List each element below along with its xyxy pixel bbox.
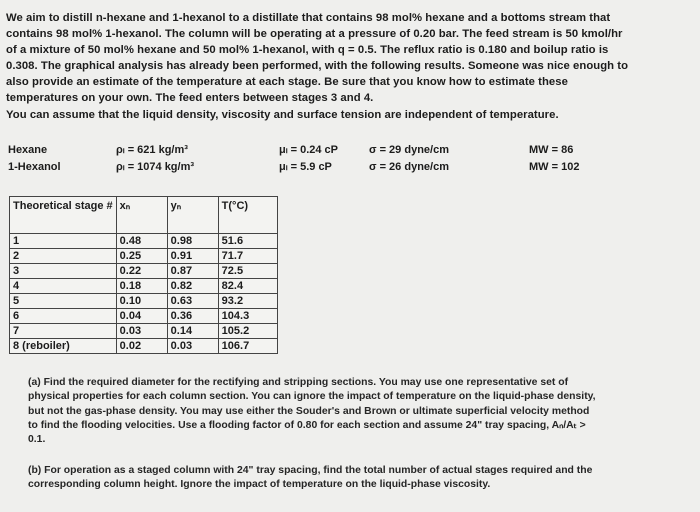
table-row — [10, 264, 278, 279]
stage-cell: 8 (reboiler) — [10, 339, 117, 354]
y-cell: 0.87 — [167, 264, 218, 279]
temp-cell: 51.6 — [218, 234, 277, 249]
question-b — [28, 464, 678, 493]
temp-cell: 104.3 — [218, 309, 277, 324]
surface-tension: σ = 29 dyne/cm — [369, 144, 449, 156]
x-cell: 0.22 — [116, 264, 167, 279]
intro-line: of a mixture of 50 mol% hexane and 50 mol% 1-hexanol, with q = 0.5. The reflux ratio is 0.180 and boilup ratio is — [6, 44, 609, 57]
temp-cell: 71.7 — [218, 249, 277, 264]
liquid-density: ρₗ = 621 kg/m³ — [116, 144, 188, 156]
intro-line: You can assume that the liquid density, viscosity and surface tension are independent of temperature. — [6, 108, 559, 121]
stage-cell: 5 — [10, 294, 117, 309]
table-row — [10, 324, 278, 339]
molecular-weight: MW = 86 — [529, 144, 574, 156]
question-line: (a) Find the required diameter for the rectifying and stripping sections. You may use one representative set of — [28, 377, 569, 388]
property-row-hexane — [6, 142, 694, 158]
question-line: corresponding column height. Ignore the impact of temperature on the liquid-phase viscosity. — [28, 479, 491, 491]
temp-cell: 105.2 — [218, 324, 277, 339]
header-temp: T(°C) — [218, 197, 277, 234]
header-y: yₙ — [167, 197, 218, 234]
x-cell: 0.25 — [116, 249, 167, 264]
stage-cell: 4 — [10, 279, 117, 294]
header-x: xₙ — [116, 197, 167, 234]
table-row — [10, 339, 278, 354]
temp-cell: 106.7 — [218, 339, 277, 354]
x-cell: 0.18 — [116, 279, 167, 294]
y-cell: 0.14 — [167, 324, 218, 339]
y-cell: 0.03 — [167, 339, 218, 354]
table-row — [10, 309, 278, 324]
question-line: to find the flooding velocities. Use a flooding factor of 0.80 for each section and assume 24" tray spacing, Aₙ/Aₜ > — [28, 419, 586, 431]
table-row — [10, 294, 278, 309]
y-cell: 0.91 — [167, 249, 218, 264]
liquid-density: ρₗ = 1074 kg/m³ — [116, 161, 195, 173]
question-a — [28, 376, 678, 447]
x-cell: 0.03 — [116, 324, 167, 339]
stage-cell: 2 — [10, 249, 117, 264]
question-line: (b) For operation as a staged column with 24" tray spacing, find the total number of actual stages required and the — [28, 465, 593, 476]
intro-line: 0.308. The graphical analysis has already been performed, with the following results. Someone was nice enough to — [6, 60, 629, 73]
question-line: but not the gas-phase density. You may use either the Souder's and Brown or ultimate superficial velocity method — [28, 405, 590, 417]
table-row — [10, 249, 278, 264]
component-name: 1-Hexanol — [8, 161, 61, 173]
liquid-viscosity: μₗ = 0.24 cP — [279, 144, 339, 156]
surface-tension: σ = 26 dyne/cm — [369, 161, 449, 173]
intro-line: We aim to distill n-hexane and 1-hexanol to a distillate that contains 98 mol% hexane and a bottoms stream that — [6, 12, 611, 24]
stage-table — [9, 196, 278, 354]
question-line: physical properties for each column section. You can ignore the impact of temperature on the liquid-phase density, — [28, 391, 596, 403]
temp-cell: 82.4 — [218, 279, 277, 294]
intro-line: temperatures on your own. The feed enters between stages 3 and 4. — [6, 92, 374, 105]
header-stage: Theoretical stage # — [10, 197, 117, 234]
intro-line: also provide an estimate of the temperature at each stage. Be sure that you know how to estimate these — [6, 76, 568, 89]
x-cell: 0.48 — [116, 234, 167, 249]
temp-cell: 93.2 — [218, 294, 277, 309]
y-cell: 0.63 — [167, 294, 218, 309]
x-cell: 0.04 — [116, 309, 167, 324]
x-cell: 0.02 — [116, 339, 167, 354]
y-cell: 0.98 — [167, 234, 218, 249]
y-cell: 0.36 — [167, 309, 218, 324]
y-cell: 0.82 — [167, 279, 218, 294]
stage-cell: 1 — [10, 234, 117, 249]
intro-line: contains 98 mol% 1-hexanol. The column will be operating at a pressure of 0.20 bar. The feed stream is 50 kmol/hr — [6, 28, 623, 41]
component-name: Hexane — [8, 144, 48, 156]
physical-properties — [6, 142, 694, 176]
question-line: 0.1. — [28, 434, 46, 446]
table-row — [10, 234, 278, 249]
x-cell: 0.10 — [116, 294, 167, 309]
stage-cell: 7 — [10, 324, 117, 339]
temp-cell: 72.5 — [218, 264, 277, 279]
molecular-weight: MW = 102 — [529, 161, 580, 173]
problem-statement — [6, 10, 694, 123]
stage-cell: 6 — [10, 309, 117, 324]
property-row-hexanol — [6, 159, 694, 175]
table-row — [10, 279, 278, 294]
liquid-viscosity: μₗ = 5.9 cP — [279, 161, 332, 173]
stage-cell: 3 — [10, 264, 117, 279]
table-header-row — [10, 197, 278, 234]
